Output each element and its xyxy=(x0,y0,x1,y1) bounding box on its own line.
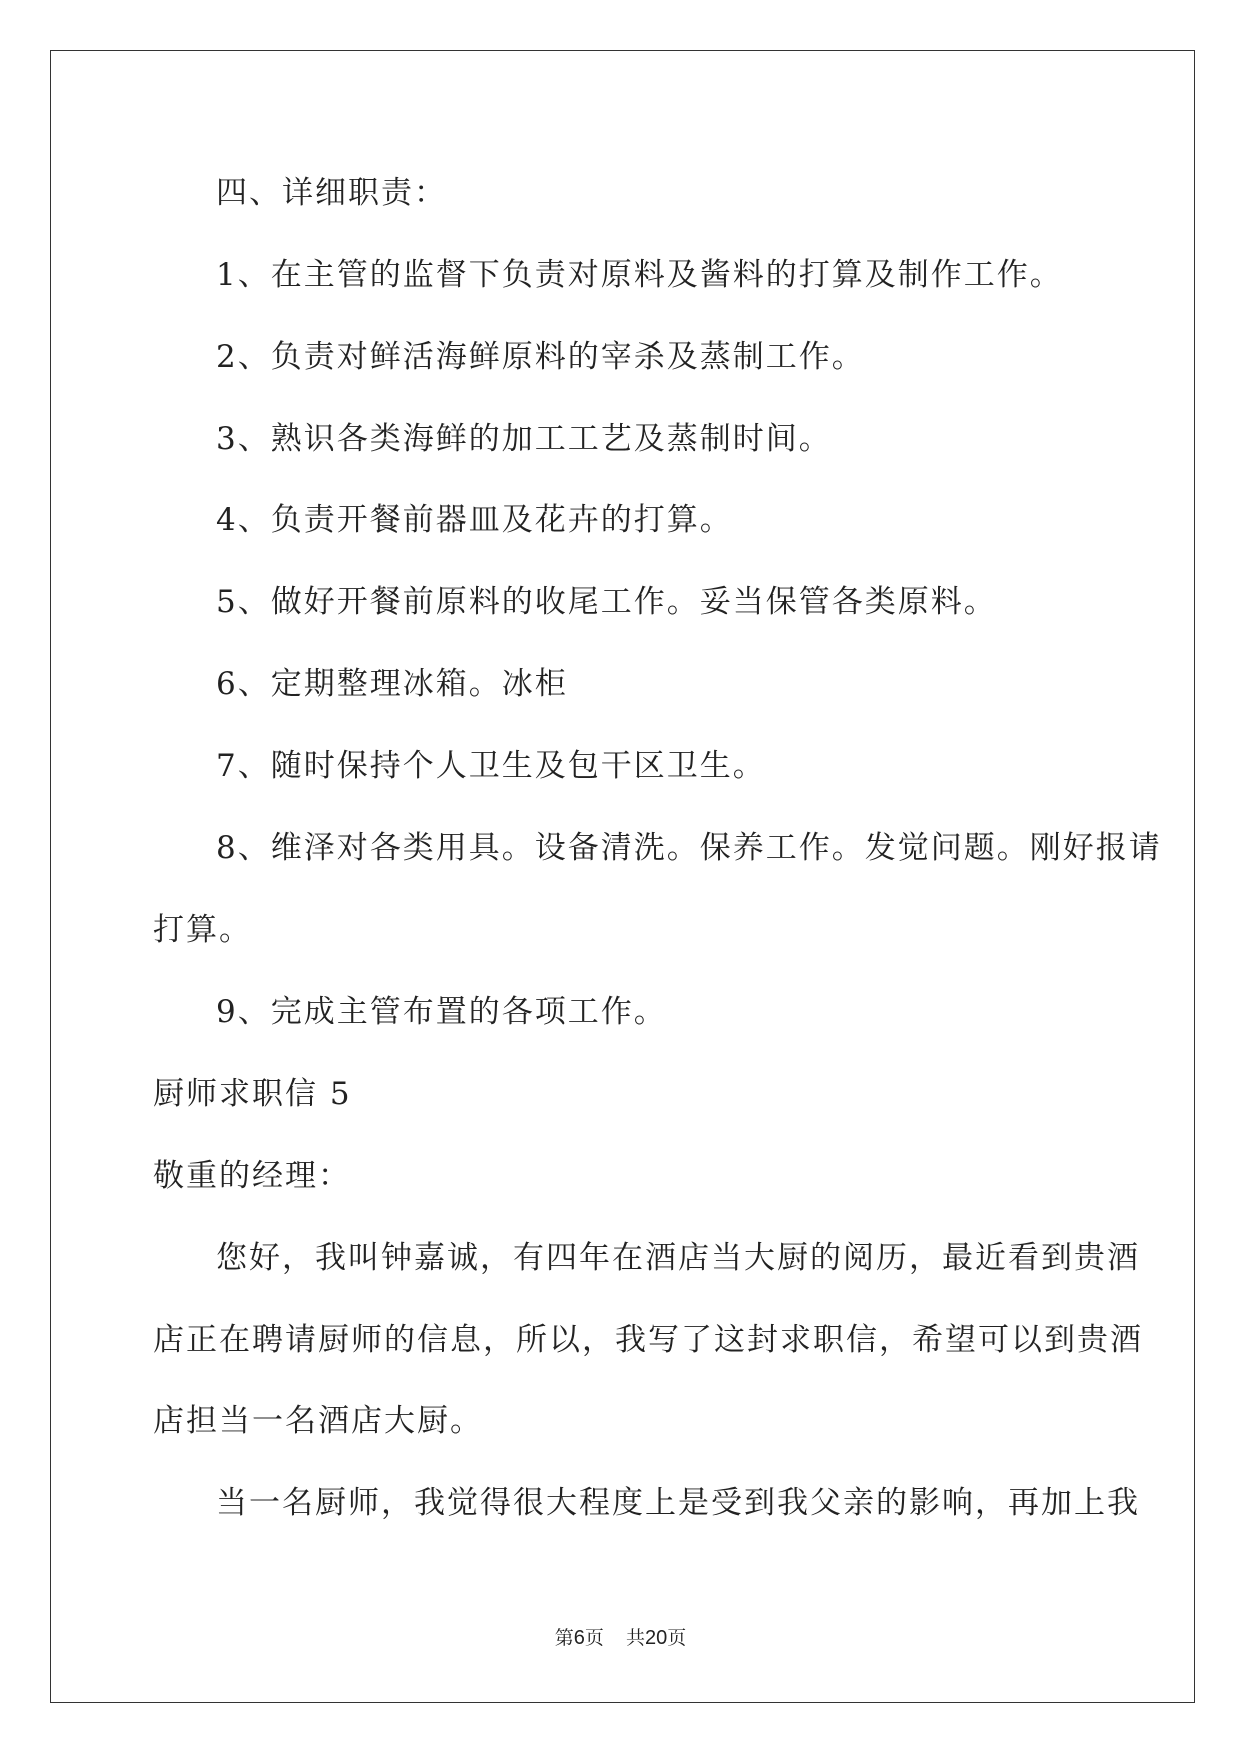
footer-total-suffix: 页 xyxy=(667,1627,687,1649)
letter-paragraph-1-line-2: 店正在聘请厨师的信息，所以，我写了这封求职信，希望可以到贵酒 xyxy=(153,1322,1143,1358)
letter-paragraph-1-line-1: 您好，我叫钟嘉诚，有四年在酒店当大厨的阅历，最近看到贵酒 xyxy=(216,1240,1140,1276)
duty-item-3: 3、熟识各类海鲜的加工工艺及蒸制时间。 xyxy=(216,421,832,457)
footer-page-number: 6 xyxy=(573,1627,585,1649)
section-title: 厨师求职信 5 xyxy=(153,1076,352,1112)
duty-item-4: 4、负责开餐前器皿及花卉的打算。 xyxy=(216,502,733,538)
duties-heading: 四、详细职责： xyxy=(216,175,447,211)
duty-item-9: 9、完成主管布置的各项工作。 xyxy=(216,994,667,1030)
duty-item-1: 1、在主管的监督下负责对原料及酱料的打算及制作工作。 xyxy=(216,257,1063,293)
duty-item-7: 7、随时保持个人卫生及包干区卫生。 xyxy=(216,748,766,784)
duty-item-5: 5、做好开餐前原料的收尾工作。妥当保管各类原料。 xyxy=(216,584,997,620)
duty-item-6: 6、定期整理冰箱。冰柜 xyxy=(216,666,568,702)
page-border xyxy=(50,50,1195,1703)
footer-page-suffix: 页 xyxy=(584,1627,604,1649)
page-footer xyxy=(0,1625,1241,1651)
footer-page-prefix: 第 xyxy=(554,1627,574,1649)
duty-item-8: 8、维泽对各类用具。设备清洗。保养工作。发觉问题。刚好报请 xyxy=(216,830,1162,866)
footer-total-prefix: 共 xyxy=(625,1627,645,1649)
duty-item-8-continued: 打算。 xyxy=(153,912,252,948)
letter-paragraph-1-line-3: 店担当一名酒店大厨。 xyxy=(153,1403,483,1439)
letter-salutation: 敬重的经理： xyxy=(153,1158,351,1194)
duty-item-2: 2、负责对鲜活海鲜原料的宰杀及蒸制工作。 xyxy=(216,339,865,375)
letter-paragraph-2-line-1: 当一名厨师，我觉得很大程度上是受到我父亲的影响，再加上我 xyxy=(216,1485,1140,1521)
footer-total-pages: 20 xyxy=(644,1627,668,1649)
